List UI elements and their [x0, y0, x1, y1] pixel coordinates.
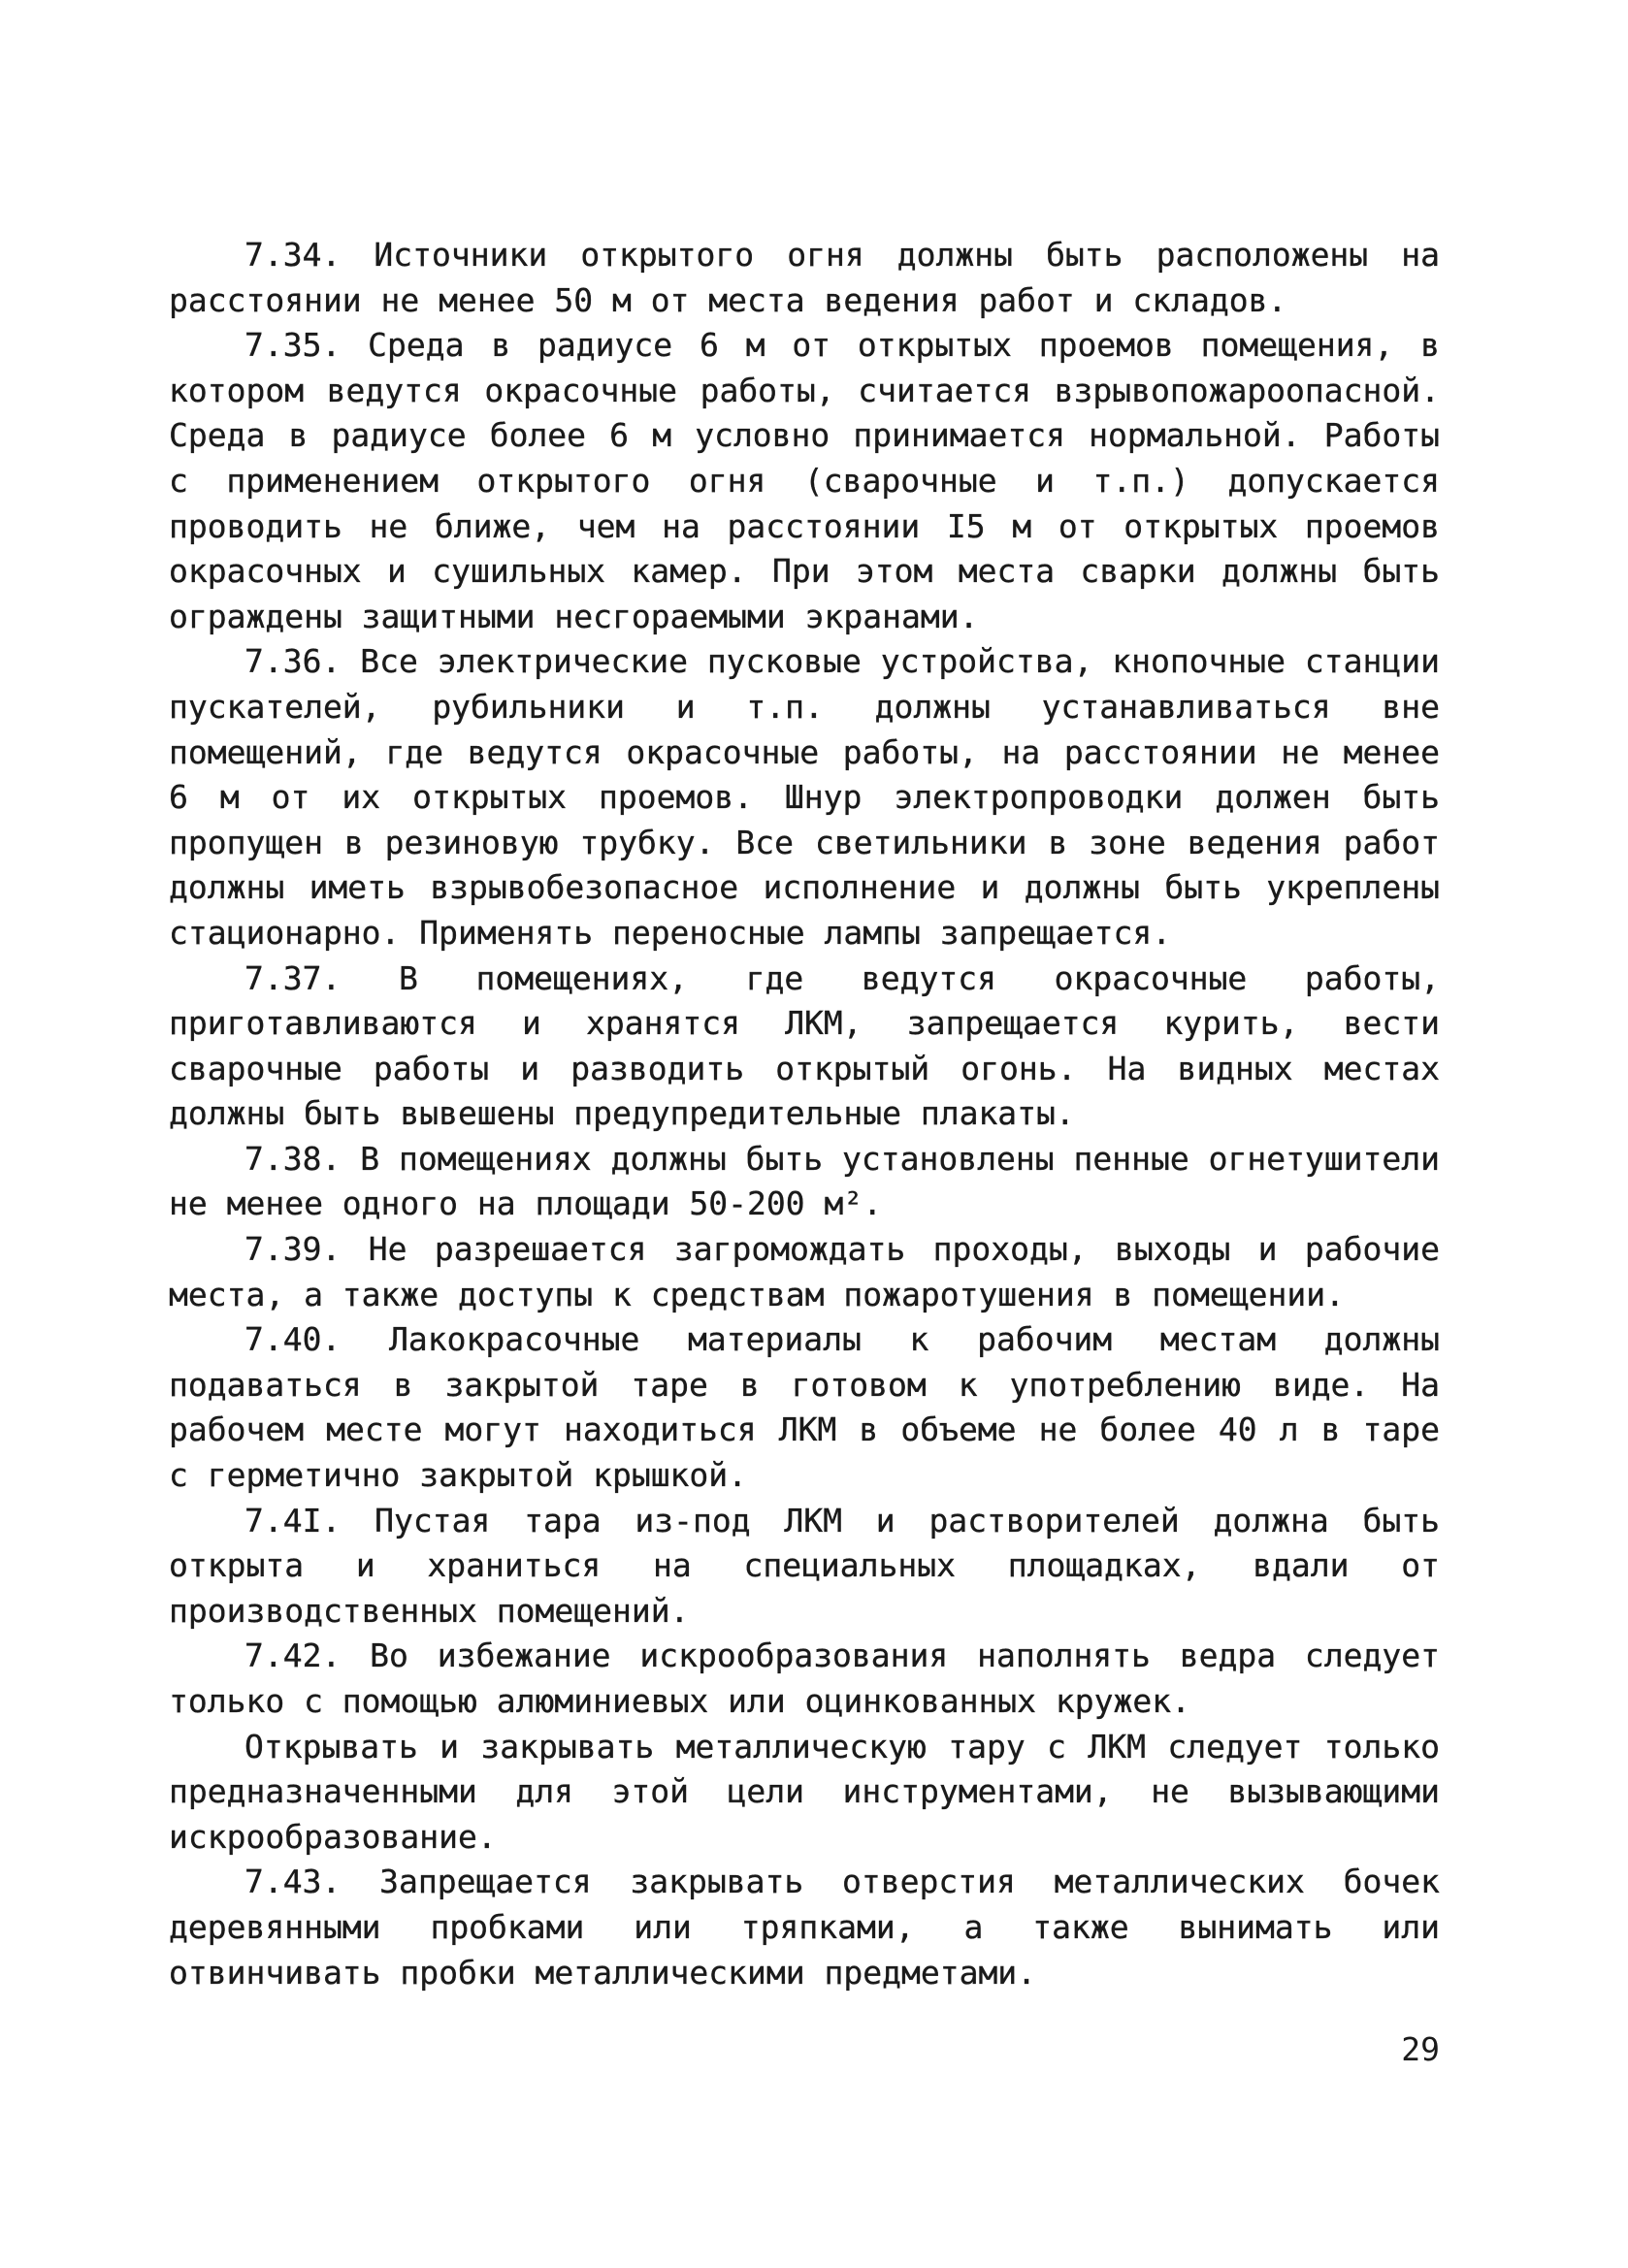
paragraph-7-35: 7.35. Среда в радиусе 6 м от открытых проемов помещения, в котором ведутся окрасочные работы, считается взрывопожароопасной. Среда в радиусе более 6 м условно принимается нормальной. Работы с применением открытого огня (сварочные и т.п.) допускается проводить не ближе, чем на расстоянии I5 м от открытых проемов окрасочных и сушильных камер. При этом места сварки должны быть ограждены защитными несгораемыми экранами.: [169, 326, 1440, 635]
paragraph-7-40: 7.40. Лакокрасочные материалы к рабочим местам должны подаваться в закрытой таре в готовом к употреблению виде. На рабочем месте могут находиться ЛКМ в объеме не более 40 л в таре с герметично закрытой крышкой.: [169, 1320, 1440, 1495]
paragraph-7-42-continued: Открывать и закрывать металлическую тару с ЛКМ следует только предназначенными для этой цели инструментами, не вызывающими искрообразование.: [169, 1727, 1440, 1856]
paragraph-7-41: 7.4I. Пустая тара из-под ЛКМ и растворителей должна быть открыта и храниться на специальных площадках, вдали от производственных помещений.: [169, 1501, 1440, 1630]
document-body: [169, 233, 1440, 1995]
paragraph-7-42: 7.42. Во избежание искрообразования наполнять ведра следует только с помощью алюминиевых или оцинкованных кружек.: [169, 1636, 1440, 1720]
paragraph-7-43: 7.43. Запрещается закрывать отверстия металлических бочек деревянными пробками или тряпками, а также вынимать или отвинчивать пробки металлическими предметами.: [169, 1863, 1440, 1992]
paragraph-7-39: 7.39. Не разрешается загромождать проходы, выходы и рабочие места, а также доступы к средствам пожаротушения в помещении.: [169, 1230, 1440, 1313]
paragraph-7-36: 7.36. Все электрические пусковые устройства, кнопочные станции пускателей, рубильники и т.п. должны устанавливаться вне помещений, где ведутся окрасочные работы, на расстоянии не менее 6 м от их открытых проемов. Шнур электропроводки должен быть пропущен в резиновую трубку. Все светильники в зоне ведения работ должны иметь взрывобезопасное исполнение и должны быть укреплены стационарно. Применять переносные лампы запрещается.: [169, 642, 1440, 952]
paragraph-7-38: 7.38. В помещениях должны быть установлены пенные огнетушители не менее одного на площади 50-200 м².: [169, 1139, 1440, 1223]
paragraph-7-34: 7.34. Источники открытого огня должны быть расположены на расстоянии не менее 50 м от места ведения работ и складов.: [169, 236, 1440, 319]
paragraph-7-37: 7.37. В помещениях, где ведутся окрасочные работы, приготавливаются и хранятся ЛКМ, запрещается курить, вести сварочные работы и разводить открытый огонь. На видных местах должны быть вывешены предупредительные плакаты.: [169, 958, 1440, 1133]
page-number: 29: [1401, 2030, 1440, 2068]
